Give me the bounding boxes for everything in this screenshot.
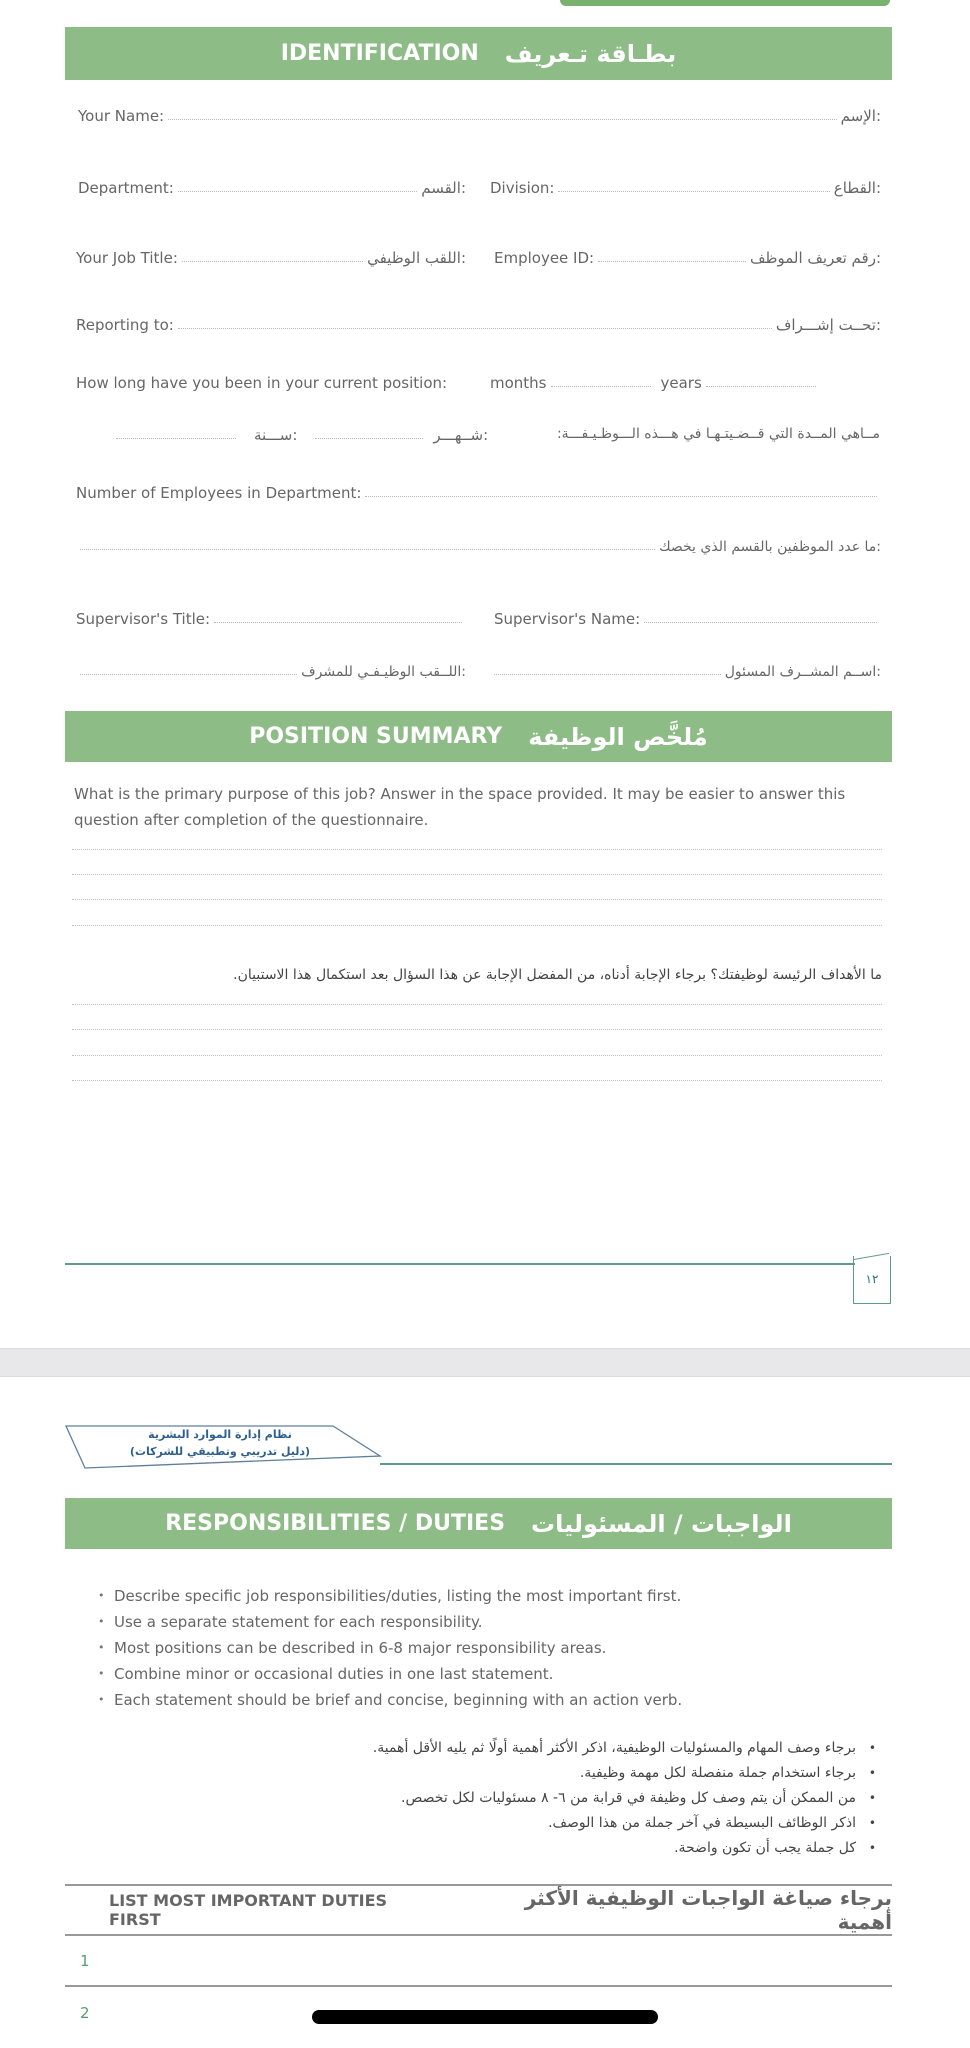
years-label: years [660,374,702,392]
division-line[interactable] [558,190,829,192]
duty-row-number: 1 [80,1952,90,1970]
answer-line-en-1[interactable] [72,848,882,850]
answer-line-ar-1[interactable] [72,1003,882,1005]
position-summary-question-ar: ما الأهداف الرئيسة لوظيفتك؟ برجاء الإجابة أدناه، من المفضل الإجابة عن هذا السؤال بعد استكمال هذا الاستبيان. [233,967,882,983]
num-employees-ar-line[interactable] [80,548,655,550]
reporting-label-en: Reporting to: [76,316,174,334]
your-name-field[interactable] [78,107,881,125]
header-badge-text [120,1426,320,1460]
duty-row-number: 2 [80,2004,90,2022]
num-employees-field[interactable] [76,484,881,502]
responsibilities-title-en: RESPONSIBILITIES / DUTIES [165,1511,506,1536]
job-title-label-en: Your Job Title: [76,249,178,267]
answer-line-en-4[interactable] [72,924,882,926]
answer-line-ar-4[interactable] [72,1079,882,1081]
employee-id-line[interactable] [598,260,746,262]
supervisor-name-line[interactable] [644,621,877,623]
your-name-line[interactable] [168,118,837,120]
department-field[interactable] [78,179,466,197]
months-line[interactable] [551,385,651,387]
supervisor-name-field[interactable] [494,610,881,628]
instruction-ar-item: • من الممكن أن يتم وصف كل وظيفة في قرابة من ٦- ٨ مسئوليات لكل تخصص. [262,1786,882,1811]
supervisor-title-ar-line[interactable] [80,673,297,675]
instruction-ar-item: • كل جملة يجب أن تكون واضحة. [262,1836,882,1861]
how-long-label-ar: مــاهي المــدة التي قــضـيتـهـا في هـــذه الـــوظـيـفـــة: [556,426,880,442]
employee-id-label-en: Employee ID: [494,249,595,267]
identification-header [65,27,892,80]
division-label-ar: القطاع: [833,179,881,197]
duties-table-header-rule [65,1934,892,1936]
year-ar-label: ســـنة: [254,426,298,444]
responsibilities-instructions-ar [262,1736,882,1861]
identification-title-ar: بطـاقة تـعريف [504,39,677,68]
responsibilities-instructions-en [78,1583,858,1713]
employee-id-label-ar: رقم تعريف الموظف: [749,249,881,267]
your-name-label-ar: الإسم: [840,107,881,125]
supervisor-name-label-en: Supervisor's Name: [494,610,641,628]
instruction-en-item: • Describe specific job responsibilities/duties, listing the most important first. [78,1583,858,1609]
answer-line-en-3[interactable] [72,898,882,900]
answer-line-ar-3[interactable] [72,1054,882,1056]
your-name-label-en: Your Name: [78,107,165,125]
home-indicator[interactable] [312,2010,658,2024]
job-title-field[interactable] [76,249,466,267]
job-title-label-ar: اللقب الوظيفي: [367,249,466,267]
page-number: ١٢ [865,1272,879,1286]
page-separator [0,1348,970,1377]
supervisor-title-ar-field[interactable] [76,664,466,680]
duties-header-ar: برجاء صياغة الواجبات الوظيفية الأكثر أهمية [524,1886,892,1934]
instruction-en-item: • Combine minor or occasional duties in one last statement. [78,1661,858,1687]
tenure-ar-fields[interactable] [112,426,489,444]
responsibilities-header [65,1498,892,1549]
instruction-ar-item: • برجاء وصف المهام والمسئوليات الوظيفية، اذكر الأكثر أهمية أولًا ثم يليه الأقل أهمية. [262,1736,882,1761]
month-ar-label: شــهـــر: [433,426,489,444]
months-label: months [490,374,547,392]
how-long-label-en: How long have you been in your current position: [76,374,448,392]
supervisor-name-ar-line[interactable] [494,673,721,675]
position-summary-header [65,711,892,762]
position-summary-question-en: What is the primary purpose of this job? Answer in the space provided. It may be easier to answer this question after completion of the questionnaire. [74,785,846,829]
answer-line-en-2[interactable] [72,873,882,875]
reporting-line[interactable] [178,327,772,329]
month-ar-line[interactable] [315,437,423,439]
division-label-en: Division: [490,179,555,197]
num-employees-line[interactable] [365,495,877,497]
supervisor-title-field[interactable] [76,610,466,628]
header-badge-line1: نظام إدارة الموارد البشرية [148,1428,292,1441]
tenure-en-fields[interactable] [490,374,800,392]
instruction-en-item: • Use a separate statement for each responsibility. [78,1609,858,1635]
department-label-ar: القسم: [421,179,466,197]
supervisor-name-label-ar: اســم المشــرف المسئول: [724,664,881,680]
years-line[interactable] [706,385,816,387]
duty-row-rule[interactable] [65,1985,892,1987]
supervisor-title-label-en: Supervisor's Title: [76,610,211,628]
division-field[interactable] [490,179,881,197]
instruction-en-item: • Each statement should be brief and concise, beginning with an action verb. [78,1687,858,1713]
duties-header-en: LIST MOST IMPORTANT DUTIES FIRST [109,1891,388,1929]
num-employees-ar-field[interactable] [76,539,881,555]
duties-table-header [65,1886,892,1934]
page-number-tab [853,1253,889,1268]
supervisor-name-ar-field[interactable] [490,664,881,680]
header-badge-line2: (دليل تدريبي وتطبيقي للشركات) [129,1445,311,1458]
year-ar-line[interactable] [116,437,236,439]
identification-title-en: IDENTIFICATION [280,41,479,66]
job-title-line[interactable] [182,260,363,262]
answer-line-ar-2[interactable] [72,1028,882,1030]
num-employees-label-ar: ما عدد الموظفين بالقسم الذي يخصك: [659,539,881,555]
department-label-en: Department: [78,179,174,197]
department-line[interactable] [178,190,417,192]
top-accent-bar [560,0,890,6]
position-summary-title-en: POSITION SUMMARY [249,724,503,749]
num-employees-label-en: Number of Employees in Department: [76,484,362,502]
supervisor-title-line[interactable] [214,621,462,623]
footer-rule [65,1263,855,1265]
reporting-to-field[interactable] [76,316,881,334]
reporting-label-ar: تحــت إشـــراف: [775,316,881,334]
page-number-box [853,1256,891,1304]
supervisor-title-label-ar: اللــقب الوظيـفـي للمشرف: [301,664,466,680]
instruction-en-item: • Most positions can be described in 6-8 major responsibility areas. [78,1635,858,1661]
instruction-ar-item: • اذكر الوظائف البسيطة في آخر جملة من هذا الوصف. [262,1811,882,1836]
position-summary-title-ar: مُلخَّص الوظيفة [528,722,708,751]
employee-id-field[interactable] [494,249,881,267]
instruction-ar-item: • برجاء استخدام جملة منفصلة لكل مهمة وظيفية. [262,1761,882,1786]
responsibilities-title-ar: الواجبات / المسئوليات [531,1509,792,1538]
